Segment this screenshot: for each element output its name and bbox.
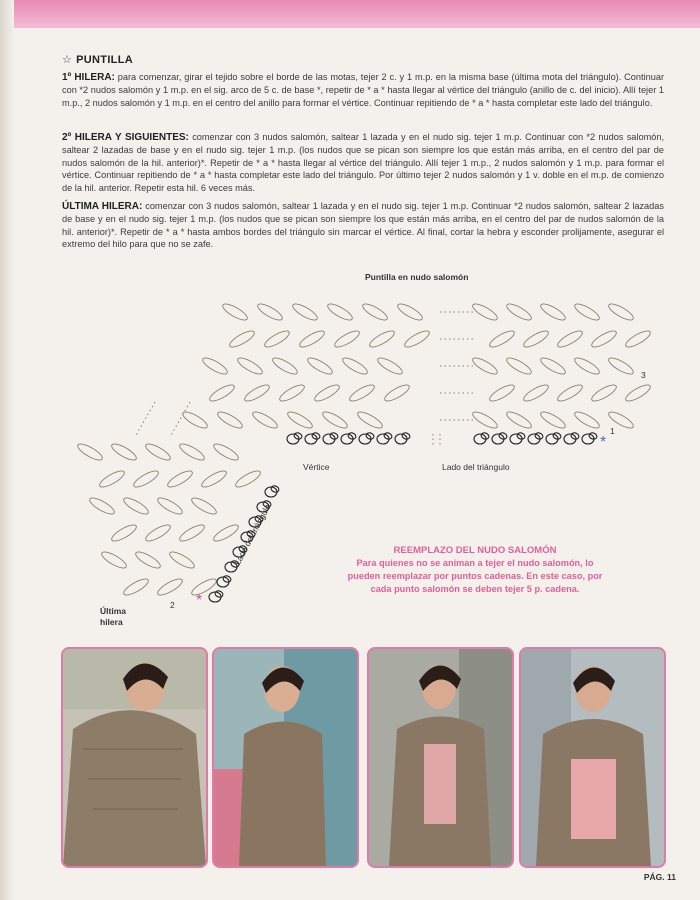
- note-body: Para quienes no se animan a tejer el nudo salomón, lo pueden reemplazar por puntos cadenas. En este caso, por cada punto salomón se deben tejer 5 p. cadena.: [347, 558, 603, 594]
- side-label-rotated: Lado del triángulo: [232, 502, 273, 567]
- last-row-label: ÚLTIMA HILERA:: [62, 201, 143, 212]
- row-number-2: 2: [170, 600, 175, 610]
- stitch-loop: [201, 355, 230, 377]
- stitch-loop: [156, 495, 185, 517]
- stitch-loop: [122, 576, 151, 598]
- stitch-loop: [368, 328, 397, 350]
- stitch-loop: [263, 328, 292, 350]
- stitch-loop: [110, 522, 139, 544]
- stitch-loop: [134, 549, 163, 571]
- model-photo-1-art: [63, 649, 206, 866]
- dotted-connectors: [135, 312, 475, 446]
- last-row-label-line1: Última: [100, 606, 126, 616]
- model-photo-4: [519, 647, 666, 868]
- stitch-loop: [607, 355, 636, 377]
- stitch-loop: [471, 355, 500, 377]
- stitch-loop: [539, 355, 568, 377]
- stitch-loop: [144, 441, 173, 463]
- row2-paragraph: [62, 131, 664, 194]
- stitch-loop: [166, 468, 195, 490]
- stitch-loop: [573, 409, 602, 431]
- last-row-label-line2: hilera: [100, 617, 123, 627]
- stitch-loop: [505, 301, 534, 323]
- stitch-loop: [200, 468, 229, 490]
- model-photo-2-art: [214, 649, 357, 866]
- stitch-loop: [178, 441, 207, 463]
- stitch-loop: [341, 355, 370, 377]
- stitch-loop: [110, 441, 139, 463]
- stitch-loop: [190, 576, 219, 598]
- row-number-1: 1: [610, 426, 615, 436]
- stitch-loop: [573, 355, 602, 377]
- stitch-loop: [132, 468, 161, 490]
- stitch-loop: [624, 382, 653, 404]
- model-photo-2: [212, 647, 359, 868]
- stitch-loop: [348, 382, 377, 404]
- side-label: Lado del triángulo: [442, 462, 510, 472]
- stitch-loop: [216, 409, 245, 431]
- row1-paragraph: [62, 71, 664, 109]
- stitch-loop: [144, 522, 173, 544]
- stitch-loop: [356, 409, 385, 431]
- stitch-loop: [522, 328, 551, 350]
- diagram-title: Puntilla en nudo salomón: [365, 272, 469, 282]
- top-color-band: [0, 0, 700, 28]
- stitch-loop: [396, 301, 425, 323]
- stitch-loop: [326, 301, 355, 323]
- stitch-loop: [228, 328, 257, 350]
- star-icon: ☆: [62, 54, 73, 66]
- stitch-loop: [298, 328, 327, 350]
- stitch-loop: [376, 355, 405, 377]
- dotted-connector: [135, 402, 155, 437]
- stitch-loop: [212, 441, 241, 463]
- stitch-loop: [98, 468, 127, 490]
- stitch-loop: [306, 355, 335, 377]
- stitch-loop: [590, 328, 619, 350]
- stitch-loop: [539, 301, 568, 323]
- solomon-knot: [270, 485, 280, 493]
- stitch-loop: [76, 441, 105, 463]
- stitch-loop: [212, 522, 241, 544]
- start-asterisk-left: *: [196, 592, 203, 609]
- note-title: REEMPLAZO DEL NUDO SALOMÓN: [393, 545, 557, 556]
- stitch-loop: [403, 328, 432, 350]
- stitch-loop: [278, 382, 307, 404]
- stitch-loop: [178, 522, 207, 544]
- row-number-3: 3: [641, 370, 646, 380]
- stitch-loop: [271, 355, 300, 377]
- stitch-loop: [333, 328, 362, 350]
- stitch-loop: [88, 495, 117, 517]
- stitch-loop: [522, 382, 551, 404]
- stitch-loop: [624, 328, 653, 350]
- stitch-loop: [236, 355, 265, 377]
- stitch-loop: [208, 382, 237, 404]
- section-title-text: PUNTILLA: [76, 54, 133, 66]
- stitch-loop: [471, 409, 500, 431]
- stitch-loop: [539, 409, 568, 431]
- stitch-loop: [573, 301, 602, 323]
- row1-text: para comenzar, girar el tejido sobre el borde de las motas, tejer 2 c. y 1 m.p. en la misma base (última mota del triángulo). Continuar con *2 nudos salomón y 1 m.p. en el sig. arco de 5 c. de base *, repetir de * a * hasta llegar al vértice del triángulo (anillo de c. del inicio). Allí tejer 1 m.p., 2 nudos salomón y 1 m.p. en el centro del anillo para formar el vértice. Continuar repitiendo de * a * hasta completar este lado del triángulo.: [62, 72, 664, 108]
- replacement-note: [340, 544, 610, 596]
- stitch-loop: [100, 549, 129, 571]
- stitch-loop: [122, 495, 151, 517]
- stitch-loop: [488, 328, 517, 350]
- stitch-loop: [156, 576, 185, 598]
- stitch-loop: [181, 409, 210, 431]
- stitch-loop: [471, 301, 500, 323]
- last-row-paragraph: [62, 200, 664, 251]
- stitch-loop: [251, 409, 280, 431]
- stitch-loop: [505, 409, 534, 431]
- stitch-loop: [291, 301, 320, 323]
- vertex-label: Vértice: [303, 462, 330, 472]
- solomon-knot: [214, 590, 224, 598]
- stitch-loop: [361, 301, 390, 323]
- last-row-text: comenzar con 3 nudos salomón, saltear 1 lazada y en el nudo sig. tejer 1 m.p. Continuar *2 nudos salomón, saltear 2 lazadas de base y en el nudo sig. tejer 1 m.p. (los nudos que se pican son siempre los que están más arriba, en el centro del par de nudos salomón de la hil. anterior)*. Repetir de * a * hasta ambos bordes del triángulo sin marcar el vértice. Al final, cortar la hebra y esconder prolijamente, asegurar el extremo del hilo para que no se zafe.: [62, 201, 664, 250]
- model-photo-3-art: [369, 649, 512, 866]
- row1-label: 1º HILERA:: [62, 72, 115, 83]
- stitch-loop: [383, 382, 412, 404]
- stitch-loop: [243, 382, 272, 404]
- row2-text: comenzar con 3 nudos salomón, saltear 1 lazada y en el nudo sig. tejer 1 m.p. Continuar con *2 nudos salomón, saltear 2 lazadas de base y en el nudo sig. tejer 1 m.p. (los nudos que se pican son siempre los que están más arriba, en el centro del par de nudos salomón de la hil. anterior)*. Repetir de * a * hasta llegar al vértice del triángulo. Allí tejer 1 m.p., 2 nudos salomón y 1 m.p. para formar el vértice. Continuar repitiendo de * a * hasta completar este lado del triángulo. Por último tejer 2 nudos salomón y 1 v. doble en el m.p. de comienzo de la hil. anterior. Repetir esta hil. 6 veces más.: [62, 132, 664, 193]
- stitch-loop: [234, 468, 263, 490]
- stitch-loop: [321, 409, 350, 431]
- page-number: PÁG. 11: [643, 872, 676, 882]
- stitch-loop: [505, 355, 534, 377]
- start-asterisk-right: *: [600, 434, 607, 451]
- stitch-loop: [286, 409, 315, 431]
- model-photo-1: [61, 647, 208, 868]
- stitch-loop: [488, 382, 517, 404]
- page-spine-shadow: [0, 0, 14, 900]
- model-photo-4-art: [521, 649, 664, 866]
- section-title: [62, 53, 133, 66]
- solomon-knot: [222, 575, 232, 583]
- row2-label: 2º HILERA Y SIGUIENTES:: [62, 132, 189, 143]
- stitch-loop: [556, 382, 585, 404]
- stitch-loop: [313, 382, 342, 404]
- model-photo-3: [367, 647, 514, 868]
- stitch-loop: [221, 301, 250, 323]
- stitch-loop: [607, 301, 636, 323]
- stitch-loop: [590, 382, 619, 404]
- stitch-loop: [256, 301, 285, 323]
- stitch-loop: [556, 328, 585, 350]
- stitch-loop: [190, 495, 219, 517]
- stitch-loop: [168, 549, 197, 571]
